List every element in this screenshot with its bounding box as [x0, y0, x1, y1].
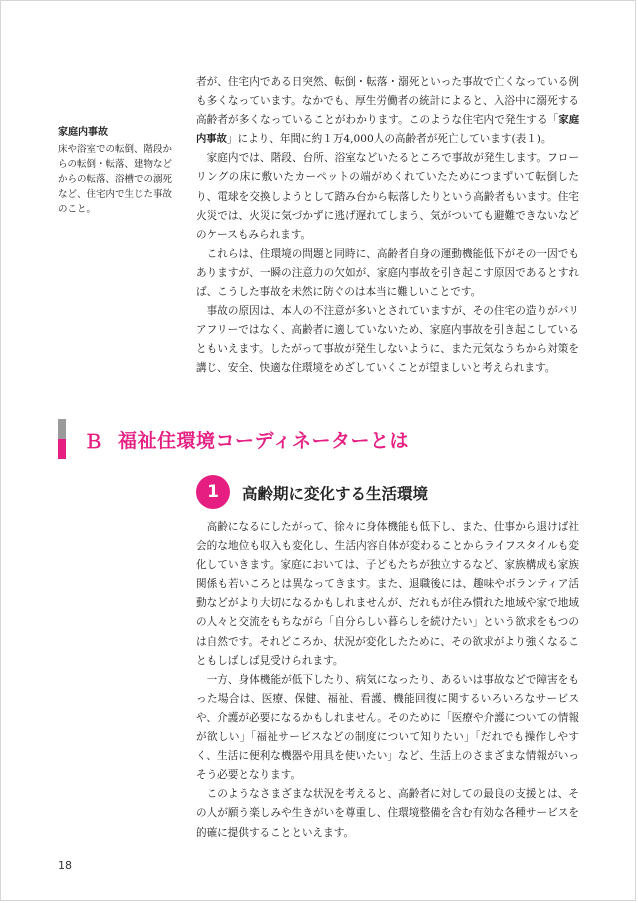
paragraph: 一方、身体機能が低下したり、病気になったり、あるいは事故などで障害をもった場合は、医療、保健、福祉、看護、機能回復に関するいろいろなサービスや、介護が必要になるかもしれません。そのために「医療や介護についての情報が欲しい」「福祉サービスなどの制度について知りたい」「だれでも操作しやすく、生活に便利な機器や用具を使いたい」など、生活上のさまざまな情報がいっそう必要となります。: [196, 673, 579, 782]
subsection-number-badge: 1: [196, 475, 230, 509]
paragraph: [196, 73, 579, 149]
paragraph: 事故の原因は、本人の不注意が多いとされていますが、その住宅の造りがバリアフリーではなく、高齢者に適していないため、家庭内事故を引き起こしているともいえます。したがって事故が発生しないように、また元気なうちから対策を講じ、安全、快適な住環境をめざしていくことが望ましいと考えられます。: [196, 305, 579, 375]
keyword-term: 家庭内事故: [196, 114, 579, 146]
subsection-heading: [196, 475, 576, 511]
section-body-text: [196, 518, 579, 843]
section-title: 福祉住環境コーディネーターとは: [118, 430, 409, 452]
section-heading: [58, 419, 598, 459]
paragraph: 家庭内では、階段、台所、浴室などいたるところで事故が発生します。フローリングの床に敷いたカーペットの端がめくれていたためにつまずいて転倒したり、電球を交換しようとして踏み台から転落したりという高齢者もいます。住宅火災では、火災に気づかずに逃げ遅れてしまう、気がついても避難できないなどのケースもみられます。: [196, 152, 579, 241]
section-letter: Ｂ: [84, 431, 104, 453]
intro-body-text: [196, 73, 579, 379]
glossary-sidenote: [58, 125, 176, 217]
glossary-term: 家庭内事故: [58, 127, 108, 138]
page-number: 18: [58, 859, 72, 872]
paragraph: 高齢になるにしたがって、徐々に身体機能も低下し、また、仕事から退けば社会的な地位も収入も変化し、生活内容自体が変わることからライフスタイルも変化していきます。家庭においては、子どもたちが独立するなど、家族構成も家族関係も若いころとは異なってきます。また、退職後には、趣味やボランティア活動などがより大切になるかもしれませんが、だれもが住み慣れた地域や家で地域の人々と交流をもちながら「自分らしい暮らしを続けたい」という欲求をもつのは自然です。それどころか、状況が変化したために、その欲求がより強くなることもしばしば見受けられます。: [196, 521, 579, 667]
paragraph-text: 者が、住宅内である日突然、転倒・転落・溺死といった事故で亡くなっている例も多くなっています。なかでも、厚生労働者の統計によると、入浴中に溺死する高齢者が多くなっていることがわかります。このような住宅内で発生する「: [196, 76, 579, 127]
paragraph-text: 」により、年間に約１万4,000人の高齢者が死亡しています(表１)。: [226, 133, 552, 146]
paragraph: このようなさまざまな状況を考えると、高齢者に対しての最良の支援とは、その人が願う楽しみや生きがいを尊重し、住環境整備を含む有効な各種サービスを的確に提供することといえます。: [196, 788, 579, 839]
subsection-title: 高齢期に変化する生活環境: [242, 485, 429, 503]
paragraph: これらは、住環境の問題と同時に、高齢者自身の運動機能低下がその一因でもありますが、一瞬の注意力の欠如が、家庭内事故を引き起こす原因であるとすれば、こうした事故を未然に防ぐのは本当に難しいことです。: [196, 247, 579, 299]
glossary-definition: 床や浴室での転倒、階段からの転倒・転落、建物などからの転落、浴槽での溺死など、住宅内で生じた事故のこと。: [58, 144, 173, 215]
heading-bar-gray: [58, 419, 66, 439]
heading-bar-pink: [58, 439, 66, 459]
